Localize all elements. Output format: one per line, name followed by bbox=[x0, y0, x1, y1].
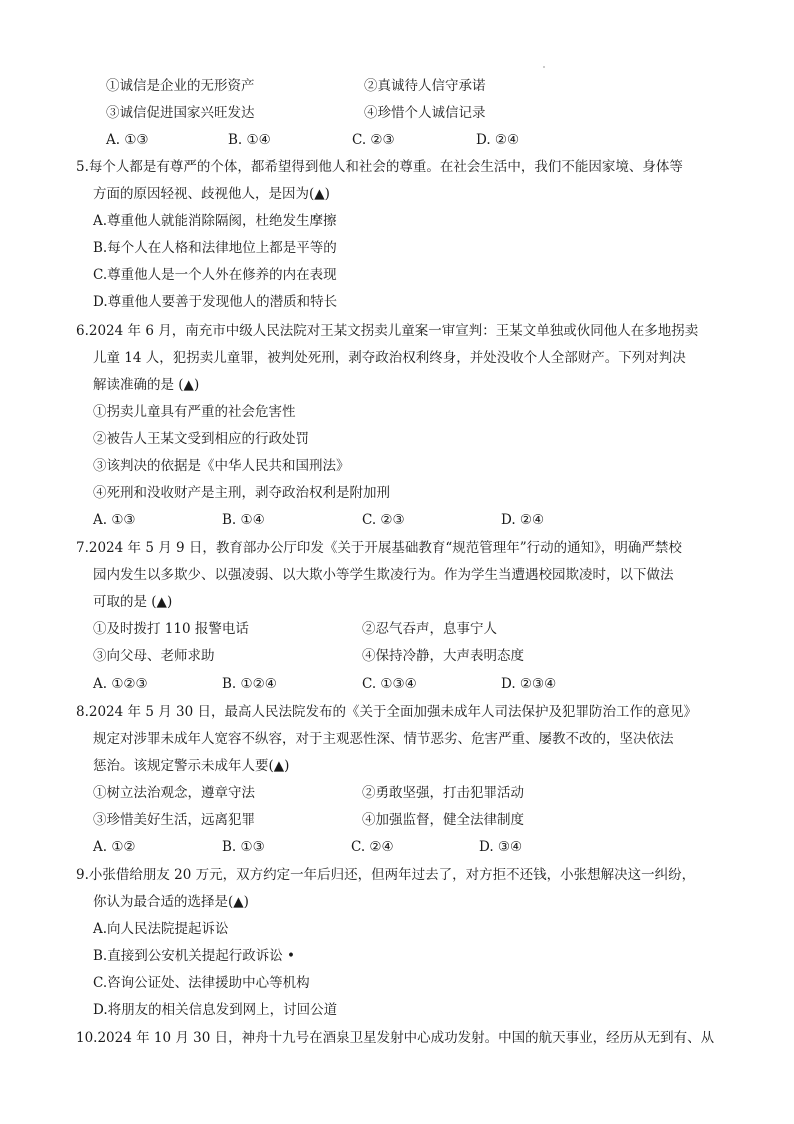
statement: ②忍气吞声，息事宁人 bbox=[362, 621, 497, 637]
statement: ①拐卖儿童具有严重的社会危害性 bbox=[93, 404, 296, 420]
question-stem: 7.2024 年 5 月 9 日，教育部办公厅印发《关于开展基础教育“规范管理年”行动的通知》，明确严禁校 bbox=[76, 540, 682, 556]
option-c: C. ②③ bbox=[362, 512, 405, 528]
statement: ③向父母、老师求助 bbox=[93, 648, 215, 664]
option-c: C. ②④ bbox=[351, 839, 394, 855]
question-stem: 你认为最合适的选择是(▲) bbox=[93, 894, 249, 910]
question-stem: 园内发生以多欺少、以强凌弱、以大欺小等学生欺凌行为。作为学生当遭遇校园欺凌时，以下做法 bbox=[93, 567, 674, 583]
option-a: A. ①③ bbox=[106, 132, 149, 148]
option-c: C.咨询公证处、法律援助中心等机构 bbox=[93, 975, 310, 991]
statement: ①诚信是企业的无形资产 bbox=[106, 78, 255, 94]
option-d: D. ②④ bbox=[476, 132, 520, 148]
option-c: C.尊重他人是一个人外在修养的内在表现 bbox=[93, 267, 337, 283]
statement: ①及时拨打 110 报警电话 bbox=[93, 621, 249, 637]
option-a: A. ①③ bbox=[93, 512, 136, 528]
option-a: A. ①② bbox=[93, 839, 136, 855]
option-b: B.每个人在人格和法律地位上都是平等的 bbox=[93, 240, 337, 256]
option-d: D. ②④ bbox=[501, 512, 545, 528]
statement: ③该判决的依据是《中华人民共和国刑法》 bbox=[93, 458, 350, 474]
statement: ②真诚待人信守承诺 bbox=[364, 78, 486, 94]
question-stem: 8.2024 年 5 月 30 日，最高人民法院发布的《关于全面加强未成年人司法保护及犯罪防治工作的意见》 bbox=[76, 704, 697, 720]
question-stem: 5.每个人都是有尊严的个体，都希望得到他人和社会的尊重。在社会生活中，我们不能因家境、身体等 bbox=[76, 159, 683, 175]
question-stem: 解读准确的是 (▲) bbox=[93, 377, 200, 393]
statement: ③珍惜美好生活，远离犯罪 bbox=[93, 812, 255, 828]
option-b: B. ①④ bbox=[222, 512, 265, 528]
option-d: D. ②③④ bbox=[501, 676, 557, 692]
scan-speck bbox=[543, 66, 545, 68]
option-b: B. ①②④ bbox=[222, 676, 277, 692]
option-a: A.向人民法院提起诉讼 bbox=[93, 921, 229, 937]
statement: ④保持冷静，大声表明态度 bbox=[362, 648, 524, 664]
statement: ①树立法治观念，遵章守法 bbox=[93, 785, 255, 801]
option-c: C. ①③④ bbox=[362, 676, 417, 692]
question-stem: 方面的原因轻视、歧视他人，是因为(▲) bbox=[93, 186, 330, 202]
option-b: B. ①④ bbox=[228, 132, 271, 148]
option-b: B. ①③ bbox=[222, 839, 265, 855]
option-c: C. ②③ bbox=[352, 132, 395, 148]
option-a: A.尊重他人就能消除隔阂，杜绝发生摩擦 bbox=[93, 213, 337, 229]
question-stem: 9.小张借给朋友 20 万元，双方约定一年后归还，但两年过去了，对方拒不还钱，小张想解决这一纠纷， bbox=[76, 867, 696, 883]
option-d: D.尊重他人要善于发现他人的潜质和特长 bbox=[93, 294, 338, 310]
statement: ②被告人王某文受到相应的行政处罚 bbox=[93, 431, 309, 447]
statement: ④珍惜个人诚信记录 bbox=[364, 105, 486, 121]
statement: ④加强监督，健全法律制度 bbox=[362, 812, 524, 828]
question-stem: 10.2024 年 10 月 30 日，神舟十九号在酒泉卫星发射中心成功发射。中国的航天事业，经历从无到有、从 bbox=[76, 1030, 715, 1046]
question-stem: 惩治。该规定警示未成年人要(▲) bbox=[93, 758, 290, 774]
option-a: A. ①②③ bbox=[93, 676, 148, 692]
question-stem: 规定对涉罪未成年人宽容不纵容，对于主观恶性深、情节恶劣、危害严重、屡教不改的，坚决依法 bbox=[93, 731, 674, 747]
statement: ③诚信促进国家兴旺发达 bbox=[106, 105, 255, 121]
question-stem: 可取的是 (▲) bbox=[93, 594, 173, 610]
question-stem: 儿童 14 人，犯拐卖儿童罪，被判处死刑，剥夺政治权利终身，并处没收个人全部财产。下列对判决 bbox=[93, 350, 686, 366]
option-b: B.直接到公安机关提起行政诉讼 • bbox=[93, 948, 295, 964]
statement: ④死刑和没收财产是主刑，剥夺政治权利是附加刑 bbox=[93, 485, 390, 501]
option-d: D. ③④ bbox=[479, 839, 523, 855]
question-stem: 6.2024 年 6 月，南充市中级人民法院对王某文拐卖儿童案一审宣判：王某文单独或伙同他人在多地拐卖 bbox=[76, 323, 699, 339]
option-d: D.将朋友的相关信息发到网上，讨回公道 bbox=[93, 1002, 338, 1018]
statement: ②勇敢坚强，打击犯罪活动 bbox=[362, 785, 524, 801]
